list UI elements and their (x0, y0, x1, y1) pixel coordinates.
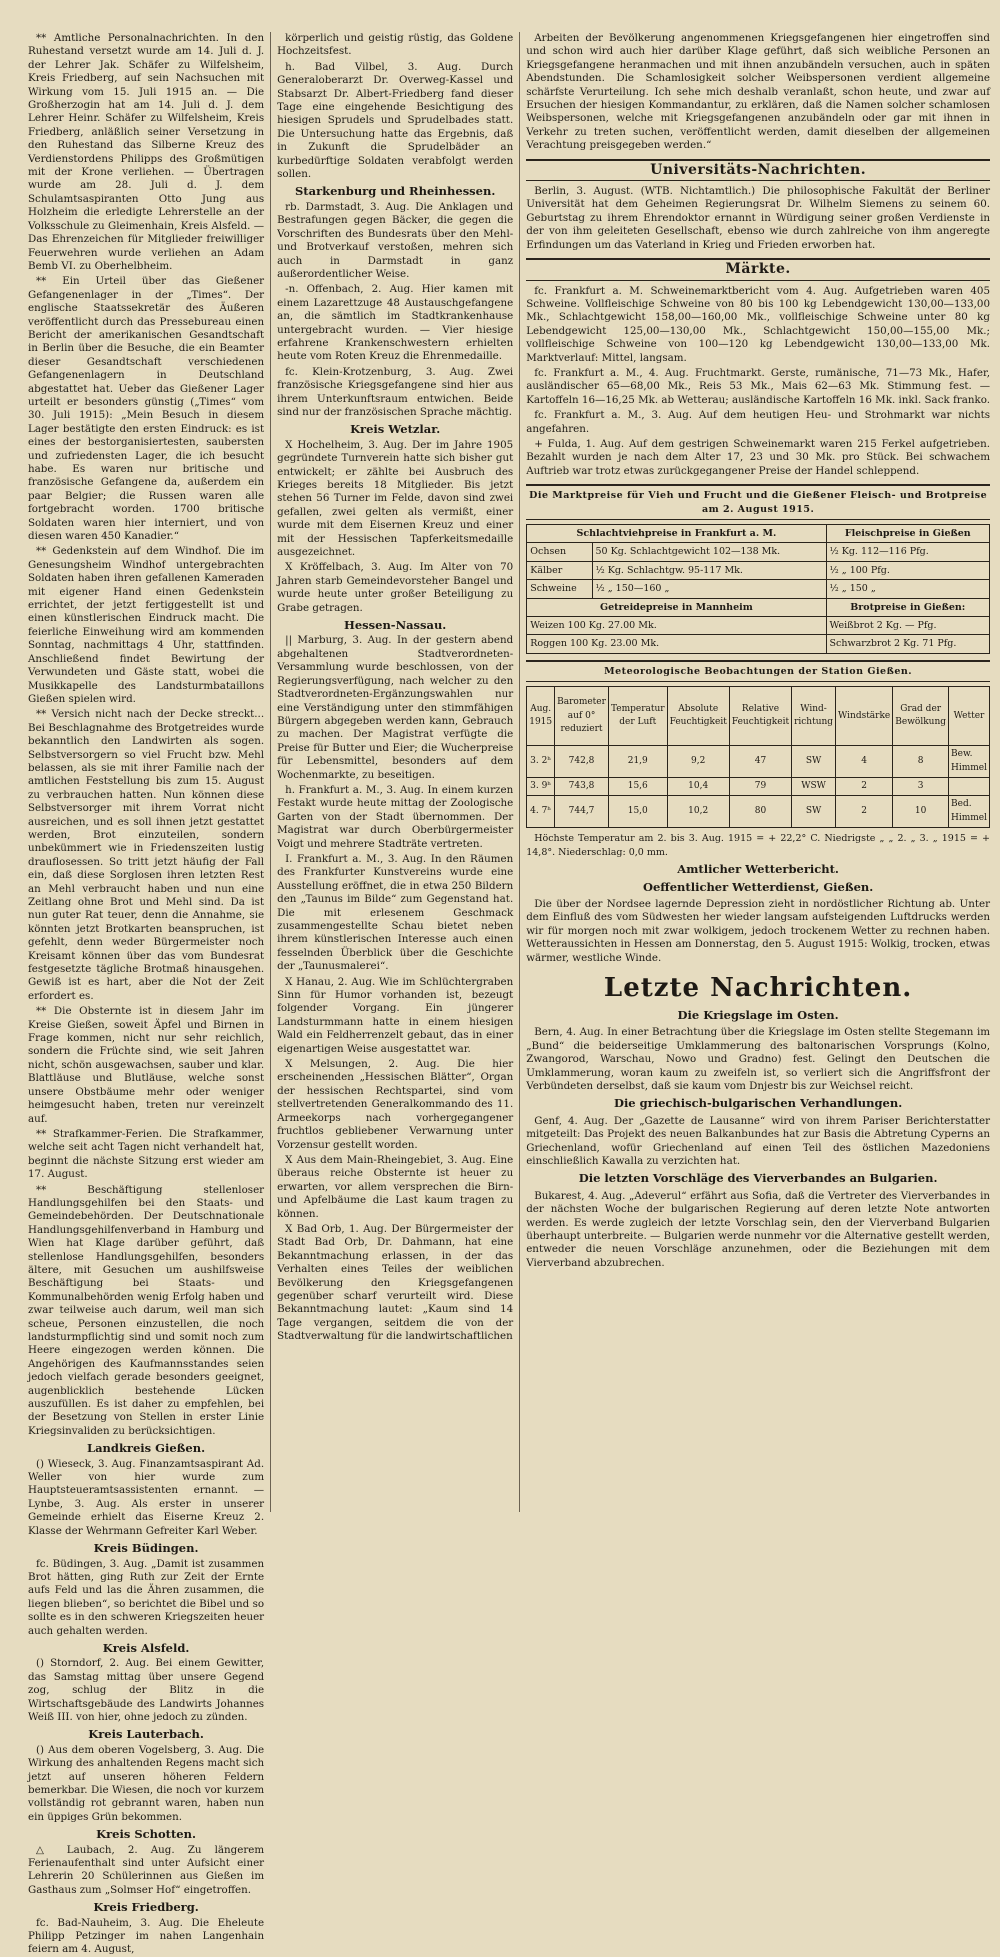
article-main-rhein: X Aus dem Main-Rheingebiet, 3. Aug. Eine überaus reiche Obsternte ist heuer zu erwarten, vor allem versprechen die Birn- und Apfelbäume die Last kaum tragen zu können. (277, 1153, 514, 1220)
article-berlin: Berlin, 3. August. (WTB. Nichtamtlich.) Die philosophische Fakultät der Berliner Universität hat dem Geheimen Regierungsrat Dr. Wilhelm Siemens zu seinem 60. Geburtstag zu ihrem Ehrendoktor ernannt in Würdigung seiner großen Verdienste in der von ihm geleiteten Gesellschaft, ebenso wie durch zahlreiche von ihm angeregte Erfindungen um das Vaterland in Krieg und Frieden erworben hat. (526, 185, 991, 251)
article-vogelsberg: () Aus dem oberen Vogelsberg, 3. Aug. Die Wirkung des anhaltenden Regens macht sich jetzt auf unseren höheren Feldern bemerkbar. Die Wiesen, die noch vor kurzem vollständig rot gebrannt waren, haben nun ein üppiges Grün bekommen. (28, 1743, 265, 1823)
table-cell: 2 (836, 796, 893, 828)
table-cell: 3 (893, 778, 949, 796)
table-cell: 742,8 (555, 746, 609, 778)
table-cell: 3. 9ʰ (527, 778, 555, 796)
table-header: Fleischpreise in Gießen (826, 525, 989, 543)
section-heading: Hessen-Nassau. (344, 618, 447, 633)
latest-news-heading: Letzte Nachrichten. (603, 972, 913, 1003)
table-cell: Kälber (527, 561, 592, 579)
subheading: Die letzten Vorschläge des Vierverbandes an Bulgarien. (578, 1171, 938, 1186)
article-grain-market: fc. Frankfurt a. M., 4. Aug. Fruchtmarkt. Gerste, rumänische, 71—73 Mk., Hafer, ausländischer 65—68,00 Mk., Reis 53 Mk., Mais 62—63 Mk. Stimmung fest. — Kartoffeln 16—16,25 Mk. ab Wetterau; ausländische Kartoffeln 16 Mk. inkl. Sack franko. (526, 366, 991, 406)
article-times-verdict: ** Ein Urteil über das Gießener Gefangenenlager in der „Times“. Der englische Staatssekretär des Äußeren veröffentlicht durch das Pressebureau einen Bericht der amerikanischen Gesandtschaft in Berlin über die Besuche, die ein Beamter dieser Gesandtschaft verschiedenen Gefangenenlagern in Deutschland abgestattet hat. Ueber das Gießener Lager urteilt er besonders günstig („Times“ vom 30. Juli 1915): „Mein Besuch in diesem Lager bestätigte den ersten Eindruck: es ist eines der bestorganisiertesten, saubersten und zufriedensten Lager, die ich besucht habe. Es waren nur britische und französische Gefangene da, außerdem ein paar Belgier; die Russen waren alle fortgebracht worden. 1700 britische Soldaten waren hier interniert, und von diesen waren 450 Kanadier.“ (28, 275, 265, 543)
article-klein-krotzenburg: fc. Klein-Krotzenburg, 3. Aug. Zwei französische Kriegsgefangene sind hier aus ihrem Unterkunftsraum entwichen. Beide sind nur der französischen Sprache mächtig. (277, 365, 514, 418)
article-war-east: Bern, 4. Aug. In einer Betrachtung über die Kriegslage im Osten stellte Stegemann im „Bund“ die beiderseitige Umklammerung des baltonarischen Vorsprungs (Kolno, Zwangorod, Warschau, Nowo und Gradno) fest. Gelingt den Deutschen die Umklammerung, woran kaum zu zweifeln ist, so verliert sich die Angriffsfront der Verbündeten derselbst, daß sie kaum vom Dnjestr bis zur Weichsel reicht. (526, 1026, 991, 1092)
table-cell: 21,9 (608, 746, 667, 778)
article-court-holiday: ** Strafkammer-Ferien. Die Strafkammer, welche seit acht Tagen nicht verhandelt hat, beginnt die nächste Sitzung erst wieder am 17. August. (28, 1127, 265, 1181)
article-frankfurt-art: I. Frankfurt a. M., 3. Aug. In den Räumen des Frankfurter Kunstvereins wurde eine Ausstellung eröffnet, die in etwa 250 Bildern den „Taunus im Bilde“ zum Gegenstand hat. Die mit erlesenem Geschmack zusammengestellte Schau bietet neben ihrem künstlerischen Interesse auch einen fesselnden Überblick über die Geschichte der „Taunusmalerei“. (277, 852, 514, 973)
weather-service-heading: Oeffentlicher Wetterdienst, Gießen. (642, 879, 874, 894)
column-1 (28, 32, 265, 1956)
table-cell: ½ Kg. 112—116 Pfg. (826, 543, 989, 561)
section-heading: Kreis Friedberg. (93, 1900, 199, 1915)
table-row (527, 746, 990, 778)
table-cell: ½ „ 100 Pfg. (826, 561, 989, 579)
table-row (527, 543, 990, 561)
article-bad-vilbel: h. Bad Vilbel, 3. Aug. Durch Generaloberarzt Dr. Overweg-Kassel und Stabsarzt Dr. Albert-Friedberg fand dieser Tage eine eingehende Besichtigung des hiesigen Sprudels und Sprudelbades statt. Die Untersuchung hatte das Ergebnis, daß in Zukunft die Sprudelbäder an kurbedürftige Soldaten verabfolgt werden sollen. (277, 60, 514, 181)
article-bread-supply: ** Versich nicht nach der Decke streckt... Bei Beschlagnahme des Brotgetreides wurde bekanntlich den Landwirten als sogen. Selbstversorgern so viel Frucht bzw. Mehl belassen, als sie mit ihrer Familie nach der amtlichen Feststellung bis zum 15. August zu verbrauchen hatten. Nun können diese Selbstversorger mit ihrem Vorrat nicht ausreichen, und es soll ihnen jetzt gestattet werden, Brot einzuteilen, sondern unbekümmert wie in Friedenszeiten lustig drauflosessen. So tritt jetzt häufig der Fall ein, daß diese Sorglosen ihren letzten Rest an Mehl verbraucht haben und nun eine Zeitlang ohne Brot und Mehl sind. Da ist nun guter Rat teuer, denn die Annahme, sie könnten jetzt Brotkarten beanspruchen, ist gefehlt, denn weder Bürgermeister noch Kreisamt können über das vom Bundesrat festgesetzte tägliche Brotmaß hinausgehen. Gewiß ist es hart, aber die Not der Zeit erfordert es. (28, 708, 265, 1002)
table-cell: ½ „ 150 „ (826, 580, 989, 598)
table-cell: 80 (729, 796, 791, 828)
table-row (527, 796, 990, 828)
table-header: Absolute Feuchtigkeit (667, 687, 729, 746)
article-wieseck: () Wieseck, 3. Aug. Finanzamtsaspirant Ad. Weller von hier wurde zum Hauptsteueramtsassistenten ernannt. — Lynbe, 3. Aug. Als erster in unserer Gemeinde erhielt das Eiserne Kreuz 2. Klasse der Wehrmann Gefreiter Karl Weber. (28, 1457, 265, 1537)
section-heading: Kreis Schotten. (96, 1827, 196, 1842)
section-heading: Kreis Wetzlar. (350, 422, 441, 437)
weather-heading: Meteorologische Beobachtungen der Station Gießen. (526, 660, 990, 682)
section-heading: Kreis Alsfeld. (102, 1640, 190, 1655)
article-bad-nauheim: fc. Bad-Nauheim, 3. Aug. Die Eheleute Philipp Petzinger im nahen Langenhain feiern am 4. August, (28, 1916, 265, 1956)
article-marburg: || Marburg, 3. Aug. In der gestern abend abgehaltenen Stadtverordneten-Versammlung wurde beschlossen, von der Regierungsverfügung, nach welcher zu den Stadtverordneten-Ergänzungswahlen nur eine Verständigung unter den stimmfähigen Bürgern abgegeben werden kann, Gebrauch zu machen. Der Magistrat verfügte die Preise für Butter und Eier; die Wucherpreise für Lebensmittel, besonders auf dem Wochenmarkte, zu beseitigen. (277, 634, 514, 781)
article-hochelheim: X Hochelheim, 3. Aug. Der im Jahre 1905 gegründete Turnverein hatte sich bisher gut entwickelt; er zählte bei Ausbruch des Krieges bereits 18 Mitglieder. Bis jetzt stehen 56 Turner im Felde, davon sind zwei gefallen, zwei gelten als vermißt, einer wurde mit dem Eisernen Kreuz und einer mit der Hessischen Tapferkeitsmedaille ausgezeichnet. (277, 438, 514, 559)
table-cell: 79 (729, 778, 791, 796)
article-pig-market: fc. Frankfurt a. M. Schweinemarktbericht vom 4. Aug. Aufgetrieben waren 405 Schweine. Vollfleischige Schweine von 80 bis 100 kg Lebendgewicht 130,00—133,00 Mk., Schlachtgewicht 158,00—160,00 Mk., vollfleischige Schweine unter 80 kg Lebendgewicht 125,00—130,00 Mk., Schlachtgewicht 150,00—155,00 Mk.; vollfleischige Schweine von 100—120 kg Lebendgewicht 130,00—133,00 Mk. Marktverlauf: Mittel, langsam. (526, 284, 991, 364)
section-heading: Kreis Büdingen. (93, 1541, 199, 1556)
table-cell: SW (792, 746, 836, 778)
article-melsungen: X Melsungen, 2. Aug. Die hier erscheinenden „Hessischen Blätter“, Organ der hessischen Rechtspartei, sind vom stellvertretenden Generalkommando des 11. Armeekorps nach vorhergegangener fruchtlos gebliebener Verwarnung unter Vorzensur gestellt worden. (277, 1058, 514, 1151)
article-continuation: Arbeiten der Bevölkerung angenommenen Kriegsgefangenen hier eingetroffen sind und schon wird auch hier darüber Klage geführt, daß sich weibliche Personen an Kriegsgefangene heranmachen und mit ihnen anzubändeln versuchen, auch in späten Abendstunden. Die Schamlosigkeit solcher Weibspersonen verdient allgemeine schärfste Verurteilung. Ich sehe mich deshalb veranlaßt, schon heute, und zwar auf Ersuchen der hiesigen Kommandantur, zu erklären, daß die Namen solcher schamlosen Weibspersonen, welche mit Kriegsgefangenen anzubändeln oder gar mit ihnen in Verkehr zu treten suchen, veröffentlicht werden, damit dieselben der allgemeinen Verachtung preisgegeben werden.“ (526, 32, 991, 152)
article-greek-bulgarian: Genf, 4. Aug. Der „Gazette de Lausanne“ wird von ihrem Pariser Berichterstatter mitgeteilt: Das Projekt des neuen Balkanbundes hat zur Basis die Abtretung Cyperns an Griechenland, wofür Griechenland auf einen Teil des östlichen Mazedoniens einschließlich Kawalla zu verzichten hat. (526, 1114, 991, 1167)
table-header: Wetter (949, 687, 990, 746)
table-row (527, 617, 990, 635)
section-heading: Starkenburg und Rheinhessen. (295, 184, 496, 199)
university-news-heading: Universitäts-Nachrichten. (526, 159, 990, 181)
table-header: Aug. 1915 (527, 687, 555, 746)
table-cell: 10 (893, 796, 949, 828)
article-kroeffelbach: X Kröffelbach, 3. Aug. Im Alter von 70 Jahren starb Gemeindevorsteher Bangel und wurde heute unter großer Beteiligung zu Grabe getragen. (277, 561, 514, 614)
table-header: Schlachtviehpreise in Frankfurt a. M. (527, 525, 826, 543)
table-header: Temperatur der Luft (608, 687, 667, 746)
table-header: Brotpreise in Gießen: (826, 598, 989, 616)
table-cell: ½ „ 150—160 „ (592, 580, 826, 598)
table-row (527, 580, 990, 598)
table-cell: 4. 7ʰ (527, 796, 555, 828)
markets-heading: Märkte. (526, 258, 990, 280)
article-hanau: X Hanau, 2. Aug. Wie im Schlüchtergraben Sinn für Humor vorhanden ist, bezeugt folgender Vorgang. Ein jüngerer Landsturmmann hatte in einem hiesigen Wald ein Feldherrenzelt gebaut, das in einer eigenartigen Weise ausgestattet war. (277, 975, 514, 1055)
article-storndorf: () Storndorf, 2. Aug. Bei einem Gewitter, das Samstag mittag über unsere Gegend zog, schlug der Blitz in die Wirtschaftsgebäude des Landwirts Johannes Weiß III. von hier, ohne jedoch zu zünden. (28, 1657, 265, 1723)
table-cell: Ochsen (527, 543, 592, 561)
table-cell (949, 778, 990, 796)
article-memorial-stone: ** Gedenkstein auf dem Windhof. Die im Genesungsheim Windhof untergebrachten Soldaten haben ihren gefallenen Kameraden mit eigener Hand einen Gedenkstein errichtet, der jetzt fertiggestellt ist und einen künstlerischen Eindruck macht. Die feierliche Einweihung wird am kommenden Sonntag, nachmittags 4 Uhr, stattfinden. Anschließend findet Bewirtung der Verwundeten und Gäste statt, wobei die Musikkapelle des Landsturmbataillons Gießen spielen wird. (28, 545, 265, 705)
table-header: Getreidepreise in Mannheim (527, 598, 826, 616)
table-cell: 4 (836, 746, 893, 778)
table-cell: 47 (729, 746, 791, 778)
article-fruit-harvest: ** Die Obsternte ist in diesem Jahr im Kreise Gießen, soweit Äpfel und Birnen in Frage kommen, nicht nur sehr reichlich, sondern die Früchte sind, wie seit Jahren nicht, schön ausgewachsen, sauber und klar. Blattläuse und Blutläuse, welche sonst unsere Obstbäume mehr oder weniger heimgesucht haben, treten nur vereinzelt auf. (28, 1005, 265, 1125)
column-3 (519, 32, 990, 1512)
article-offenbach: -n. Offenbach, 2. Aug. Hier kamen mit einem Lazarettzuge 48 Austauschgefangene an, die sämtlich im Stadtkrankenhause untergebracht wurden. — Vier hiesige erfahrene Krankenschwestern erhielten heute vom Roten Kreuz die Ehrenmedaille. (277, 283, 514, 363)
table-header: Windstärke (836, 687, 893, 746)
article-laubach: △ Laubach, 2. Aug. Zu längerem Ferienaufenthalt sind unter Aufsicht einer Lehrerin 20 Schülerinnen aus Gießen im Gasthaus zum „Solmser Hof“ eingetroffen. (28, 1843, 265, 1896)
article-frankfurt-zoo: h. Frankfurt a. M., 3. Aug. In einem kurzen Festakt wurde heute mittag der Zoologische Garten von der Stadt übernommen. Der Magistrat war durch Oberbürgermeister Voigt und mehrere Stadträte vertreten. (277, 783, 514, 850)
table-cell: 50 Kg. Schlachtgewicht 102—138 Mk. (592, 543, 826, 561)
subheading: Die Kriegslage im Osten. (677, 1007, 839, 1022)
column-2 (270, 32, 513, 1512)
table-cell: Bew. Himmel (949, 746, 990, 778)
table-header: Relative Feuchtigkeit (729, 687, 791, 746)
table-header: Wind-richtung (792, 687, 836, 746)
article-hay-market: fc. Frankfurt a. M., 3. Aug. Auf dem heutigen Heu- und Strohmarkt war nichts angefahren. (526, 409, 991, 435)
table-cell: Schweine (527, 580, 592, 598)
table-cell: 3. 2ʰ (527, 746, 555, 778)
article-bad-orb: X Bad Orb, 1. Aug. Der Bürgermeister der Stadt Bad Orb, Dr. Dahmann, hat eine Bekanntmachung erlassen, in der das Verhalten eines Teiles der weiblichen Bevölkerung den Kriegsgefangenen gegenüber scharf verurteilt wird. Diese Bekanntmachung lautet: „Kaum sind 14 Tage vergangen, seitdem die von der Stadtverwaltung für die landwirtschaftlichen (277, 1222, 514, 1343)
table-cell: 743,8 (555, 778, 609, 796)
table-cell: 10,4 (667, 778, 729, 796)
table-cell: 2 (836, 778, 893, 796)
market-prices-heading: Die Marktpreise für Vieh und Frucht und die Gießener Fleisch- und Brotpreise am 2. August 1915. (526, 484, 990, 520)
article-fulda: + Fulda, 1. Aug. Auf dem gestrigen Schweinemarkt waren 215 Ferkel aufgetrieben. Bezahlt wurden je nach dem Alter 17, 23 und 30 Mk. pro Stück. Bei schwachem Auftrieb war trotz etwas zurückgegangener Preise der Handel schleppend. (526, 437, 991, 477)
market-prices-table (526, 524, 990, 654)
table-cell: Bed. Himmel (949, 796, 990, 828)
table-cell: WSW (792, 778, 836, 796)
table-cell: Weißbrot 2 Kg. — Pfg. (826, 617, 989, 635)
weather-report-heading: Amtlicher Wetterbericht. (677, 862, 839, 877)
article-personal: ** Amtliche Personalnachrichten. In den Ruhestand versetzt wurde am 14. Juli d. J. der Lehrer Jak. Schäfer zu Wilfelsheim, Kreis Friedberg, auf sein Nachsuchen mit Wirkung vom 15. Juli 1915 an. — Die Großherzogin hat am 14. Juli d. J. dem Lehrer Heinr. Schäfer zu Wilfelsheim, Kreis Friedberg, anläßlich seiner Versetzung in den Ruhestand das Silberne Kreuz des Verdienstordens Philipps des Großmütigen mit der Krone verliehen. — Übertragen wurde am 28. Juli d. J. dem Schulamtsaspiranten Otto Jung aus Holzheim die erledigte Lehrerstelle an der Volksschule zu Gleimenhain, Kreis Alsfeld. — Das Ehrenzeichen für Mitglieder freiwilliger Feuerwehren wurde verliehen an Adam Bemb VI. zu Oberhelbheim. (28, 32, 265, 272)
weather-notes: Höchste Temperatur am 2. bis 3. Aug. 1915 = + 22,2° C. Niedrigste „ „ 2. „ 3. „ 1915 = + 14,8°. Niederschlag: 0,0 mm. (526, 833, 991, 858)
article-weather-report: Die über der Nordsee lagernde Depression zieht in nordöstlicher Richtung ab. Unter dem Einfluß des vom Südwesten her wieder langsam aufsteigenden Luftdrucks werden wir für morgen noch mit zwar wolkigem, jedoch trockenem Wetter zu rechnen haben. Wetteraussichten in Hessen am Donnerstag, den 5. August 1915: Wolkig, trocken, etwas wärmer, westliche Winde. (526, 897, 991, 964)
table-cell: Weizen 100 Kg. 27.00 Mk. (527, 617, 826, 635)
table-cell: 744,7 (555, 796, 609, 828)
article-continuation: körperlich und geistig rüstig, das Goldene Hochzeitsfest. (277, 32, 514, 58)
table-header: Grad der Bewölkung (893, 687, 949, 746)
table-cell: Roggen 100 Kg. 23.00 Mk. (527, 635, 826, 653)
table-header: Barometer auf 0° reduziert (555, 687, 609, 746)
table-cell: 15,6 (608, 778, 667, 796)
section-heading: Landkreis Gießen. (87, 1441, 206, 1456)
article-buedingen: fc. Büdingen, 3. Aug. „Damit ist zusammen Brot hätten, ging Ruth zur Zeit der Ernte aufs Feld und las die Ähren zusammen, die liegen blieben“, so berichtet die Bibel und so sollte es in den schweren Kriegszeiten heuer auch gehalten werden. (28, 1557, 265, 1637)
table-cell: 9,2 (667, 746, 729, 778)
article-employment: ** Beschäftigung stellenloser Handlungsgehilfen bei den Staats- und Gemeindebehörden. Der Deutschnationale Handlungsgehilfenverband in Hamburg und Wien hat Klage darüber geführt, daß stellenlose Handlungsgehilfen, besonders ältere, mit Gesuchen um aushilfsweise Beschäftigung bei Staats- und Kommunalbehörden wenig Erfolg haben und zwar teilweise auch darum, weil man sich scheue, Personen einzustellen, die noch landsturmpflichtig sind und somit noch zum Heere eingezogen werden können. Die Angehörigen des Kaufmannsstandes seien jedoch vielfach gerade besonders geeignet, augenblicklich bestehende Lücken auszufüllen. Es ist daher zu empfehlen, bei der Besetzung von Stellen in erster Linie Kriegsinvaliden zu berücksichtigen. (28, 1183, 265, 1437)
article-darmstadt: rb. Darmstadt, 3. Aug. Die Anklagen und Bestrafungen gegen Bäcker, die gegen die Vorschriften des Bundesrats über den Mehl- und Brotverkauf verstoßen, mehren sich auch in Darmstadt in ganz außerordentlicher Weise. (277, 200, 514, 280)
table-row (527, 778, 990, 796)
section-heading: Kreis Lauterbach. (88, 1727, 204, 1742)
table-row (527, 635, 990, 653)
article-bulgaria-proposals: Bukarest, 4. Aug. „Adeverul“ erfährt aus Sofia, daß die Vertreter des Vierverbandes in der nächsten Woche der bulgarischen Regierung auf deren letzte Note antworten werden. Es werde zugleich der letzte Vorschlag sein, den der Vierverband Bulgarien überhaupt unterbreite. — Bulgarien werde nunmehr vor die Alternative gestellt werden, entweder die neuen Vorschläge anzunehmen, oder die Beziehungen mit dem Vierverband abzubrechen. (526, 1189, 991, 1269)
table-row (527, 561, 990, 579)
subheading: Die griechisch-bulgarischen Verhandlungen. (613, 1096, 903, 1111)
table-cell: 10,2 (667, 796, 729, 828)
table-cell: SW (792, 796, 836, 828)
table-cell: Schwarzbrot 2 Kg. 71 Pfg. (826, 635, 989, 653)
table-cell: 15,0 (608, 796, 667, 828)
table-cell: 8 (893, 746, 949, 778)
table-cell: ½ Kg. Schlachtgw. 95-117 Mk. (592, 561, 826, 579)
weather-table (526, 686, 990, 828)
